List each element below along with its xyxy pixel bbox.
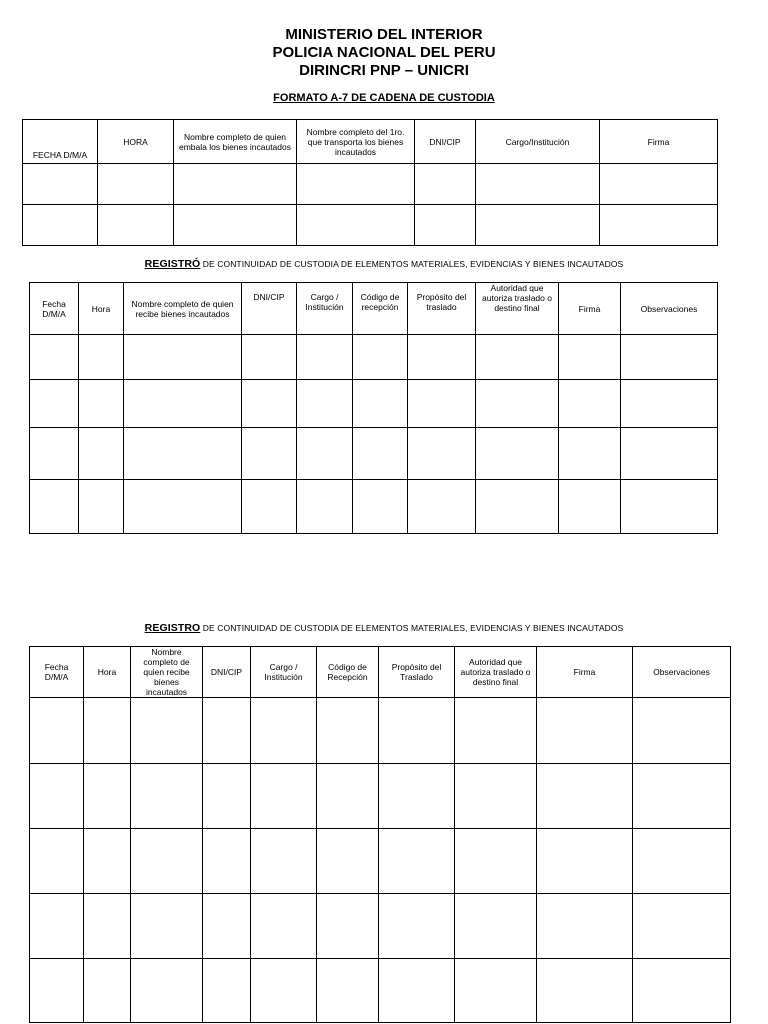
entry-cell[interactable] — [131, 764, 203, 829]
entry-cell[interactable] — [379, 894, 455, 959]
entry-cell[interactable] — [124, 480, 242, 534]
entry-cell[interactable] — [633, 959, 731, 1023]
entry-cell[interactable] — [408, 380, 476, 428]
entry-cell[interactable] — [621, 335, 718, 380]
entry-cell[interactable] — [30, 894, 84, 959]
entry-cell[interactable] — [98, 205, 174, 246]
entry-cell[interactable] — [251, 829, 317, 894]
entry-cell[interactable] — [242, 380, 297, 428]
entry-cell[interactable] — [317, 894, 379, 959]
entry-cell[interactable] — [297, 164, 415, 205]
entry-cell[interactable] — [537, 894, 633, 959]
section-2-rest: DE CONTINUIDAD DE CUSTODIA DE ELEMENTOS MATERIALES, EVIDENCIAS Y BIENES INCAUTADOS — [200, 259, 624, 269]
header-cell: Nombre completo de quien embala los bienes incautados — [174, 120, 297, 164]
entry-cell[interactable] — [537, 959, 633, 1023]
entry-cell[interactable] — [79, 335, 124, 380]
header-cell: DNI/CIP — [242, 283, 297, 335]
header-cell: Código de recepción — [353, 283, 408, 335]
section-3-subtitle — [0, 622, 768, 634]
section-3-rest: DE CONTINUIDAD DE CUSTODIA DE ELEMENTOS MATERIALES, EVIDENCIAS Y BIENES INCAUTADOS — [200, 623, 624, 633]
header-cell: Nombre completo de quien recibe bienes incautados — [131, 647, 203, 698]
header-cell: Nombre completo del 1ro. que transporta los bienes incautados — [297, 120, 415, 164]
entry-cell[interactable] — [251, 698, 317, 764]
entry-cell[interactable] — [621, 428, 718, 480]
entry-cell[interactable] — [476, 428, 559, 480]
header-cell: Nombre completo de quien recibe bienes incautados — [124, 283, 242, 335]
entry-cell[interactable] — [559, 380, 621, 428]
entry-cell[interactable] — [203, 959, 251, 1023]
entry-cell[interactable] — [408, 335, 476, 380]
entry-cell[interactable] — [633, 698, 731, 764]
entry-cell[interactable] — [353, 428, 408, 480]
entry-cell[interactable] — [79, 380, 124, 428]
table-row — [30, 698, 731, 764]
entry-cell[interactable] — [124, 335, 242, 380]
entry-cell[interactable] — [30, 335, 79, 380]
entry-cell[interactable] — [621, 380, 718, 428]
header-cell: Autoridad que autoriza traslado o destino final — [455, 647, 537, 698]
custody-continuity-table-2 — [29, 646, 731, 1023]
table-row — [30, 335, 718, 380]
table-header-row — [30, 283, 718, 335]
entry-cell[interactable] — [297, 480, 353, 534]
header-cell: Fecha D/M/A — [30, 647, 84, 698]
form-title: FORMATO A-7 DE CADENA DE CUSTODIA — [273, 92, 495, 104]
table-row — [30, 380, 718, 428]
entry-cell[interactable] — [408, 480, 476, 534]
entry-cell[interactable] — [251, 894, 317, 959]
entry-cell[interactable] — [455, 698, 537, 764]
entry-cell[interactable] — [537, 829, 633, 894]
header-cell: Hora — [84, 647, 131, 698]
entry-cell[interactable] — [415, 205, 476, 246]
police-title: POLICIA NACIONAL DEL PERU — [272, 44, 496, 61]
table-row — [23, 164, 718, 205]
section-2-lead: REGISTRÓ — [144, 258, 201, 270]
header-cell: Observaciones — [633, 647, 731, 698]
header-cell: Cargo / Institución — [251, 647, 317, 698]
table-row — [23, 205, 718, 246]
section-3-lead: REGISTRO — [144, 622, 201, 634]
entry-cell[interactable] — [30, 428, 79, 480]
entry-cell[interactable] — [537, 698, 633, 764]
header-cell: Firma — [600, 120, 718, 164]
entry-cell[interactable] — [415, 164, 476, 205]
table-row — [30, 480, 718, 534]
entry-cell[interactable] — [242, 335, 297, 380]
entry-cell[interactable] — [297, 205, 415, 246]
header-cell: Firma — [559, 283, 621, 335]
entry-cell[interactable] — [131, 959, 203, 1023]
entry-cell[interactable] — [98, 164, 174, 205]
entry-cell[interactable] — [317, 698, 379, 764]
header-cell: Autoridad que autoriza traslado o destino final — [476, 283, 559, 335]
entry-cell[interactable] — [131, 698, 203, 764]
document-header — [0, 26, 768, 80]
entry-cell[interactable] — [84, 764, 131, 829]
header-cell: Firma — [537, 647, 633, 698]
entry-cell[interactable] — [455, 894, 537, 959]
entry-cell[interactable] — [131, 829, 203, 894]
entry-cell[interactable] — [408, 428, 476, 480]
entry-cell[interactable] — [537, 764, 633, 829]
entry-cell[interactable] — [476, 380, 559, 428]
entry-cell[interactable] — [455, 764, 537, 829]
table-row — [30, 764, 731, 829]
header-cell: Cargo / Institución — [297, 283, 353, 335]
entry-cell[interactable] — [242, 428, 297, 480]
header-cell: Propósito del Traslado — [379, 647, 455, 698]
entry-cell[interactable] — [84, 894, 131, 959]
entry-cell[interactable] — [251, 764, 317, 829]
header-cell: Propósito del traslado — [408, 283, 476, 335]
entry-cell[interactable] — [203, 764, 251, 829]
entry-cell[interactable] — [379, 829, 455, 894]
entry-cell[interactable] — [84, 698, 131, 764]
entry-cell[interactable] — [124, 428, 242, 480]
entry-cell[interactable] — [476, 480, 559, 534]
entry-cell[interactable] — [30, 829, 84, 894]
entry-cell[interactable] — [30, 698, 84, 764]
entry-cell[interactable] — [242, 480, 297, 534]
entry-cell[interactable] — [30, 480, 79, 534]
entry-cell[interactable] — [79, 428, 124, 480]
table-row — [30, 959, 731, 1023]
entry-cell[interactable] — [633, 829, 731, 894]
entry-cell[interactable] — [297, 428, 353, 480]
header-cell: DNI/CIP — [203, 647, 251, 698]
entry-cell[interactable] — [559, 335, 621, 380]
entry-cell[interactable] — [559, 428, 621, 480]
entry-cell[interactable] — [379, 764, 455, 829]
entry-cell[interactable] — [174, 164, 297, 205]
entry-cell[interactable] — [297, 335, 353, 380]
custody-continuity-table-1 — [29, 282, 718, 534]
table-row — [30, 428, 718, 480]
header-cell: Cargo/Institución — [476, 120, 600, 164]
entry-cell[interactable] — [79, 480, 124, 534]
table-header-row — [23, 120, 718, 164]
custody-initial-table — [22, 119, 718, 246]
entry-cell[interactable] — [379, 698, 455, 764]
header-cell: Fecha D/M/A — [30, 283, 79, 335]
entry-cell[interactable] — [353, 480, 408, 534]
header-cell: Hora — [79, 283, 124, 335]
entry-cell[interactable] — [476, 205, 600, 246]
unit-title: DIRINCRI PNP – UNICRI — [299, 62, 469, 79]
entry-cell[interactable] — [23, 205, 98, 246]
table-row — [30, 894, 731, 959]
entry-cell[interactable] — [297, 380, 353, 428]
entry-cell[interactable] — [30, 959, 84, 1023]
entry-cell[interactable] — [476, 335, 559, 380]
entry-cell[interactable] — [84, 829, 131, 894]
entry-cell[interactable] — [317, 764, 379, 829]
entry-cell[interactable] — [353, 380, 408, 428]
entry-cell[interactable] — [251, 959, 317, 1023]
entry-cell[interactable] — [476, 164, 600, 205]
header-cell: DNI/CIP — [415, 120, 476, 164]
entry-cell[interactable] — [353, 335, 408, 380]
entry-cell[interactable] — [379, 959, 455, 1023]
header-cell: Observaciones — [621, 283, 718, 335]
entry-cell[interactable] — [455, 959, 537, 1023]
header-cell: Código de Recepción — [317, 647, 379, 698]
entry-cell[interactable] — [203, 829, 251, 894]
entry-cell[interactable] — [30, 764, 84, 829]
section-2-subtitle — [0, 258, 768, 270]
ministry-title: MINISTERIO DEL INTERIOR — [285, 26, 483, 43]
entry-cell[interactable] — [30, 380, 79, 428]
entry-cell[interactable] — [174, 205, 297, 246]
entry-cell[interactable] — [317, 829, 379, 894]
header-cell: FECHA D/M/A — [23, 120, 98, 164]
entry-cell[interactable] — [317, 959, 379, 1023]
entry-cell[interactable] — [23, 164, 98, 205]
table-header-row — [30, 647, 731, 698]
entry-cell[interactable] — [633, 764, 731, 829]
entry-cell[interactable] — [203, 894, 251, 959]
entry-cell[interactable] — [600, 164, 718, 205]
entry-cell[interactable] — [559, 480, 621, 534]
entry-cell[interactable] — [600, 205, 718, 246]
entry-cell[interactable] — [633, 894, 731, 959]
entry-cell[interactable] — [124, 380, 242, 428]
entry-cell[interactable] — [84, 959, 131, 1023]
table-row — [30, 829, 731, 894]
entry-cell[interactable] — [455, 829, 537, 894]
entry-cell[interactable] — [203, 698, 251, 764]
header-cell: HORA — [98, 120, 174, 164]
entry-cell[interactable] — [131, 894, 203, 959]
entry-cell[interactable] — [621, 480, 718, 534]
